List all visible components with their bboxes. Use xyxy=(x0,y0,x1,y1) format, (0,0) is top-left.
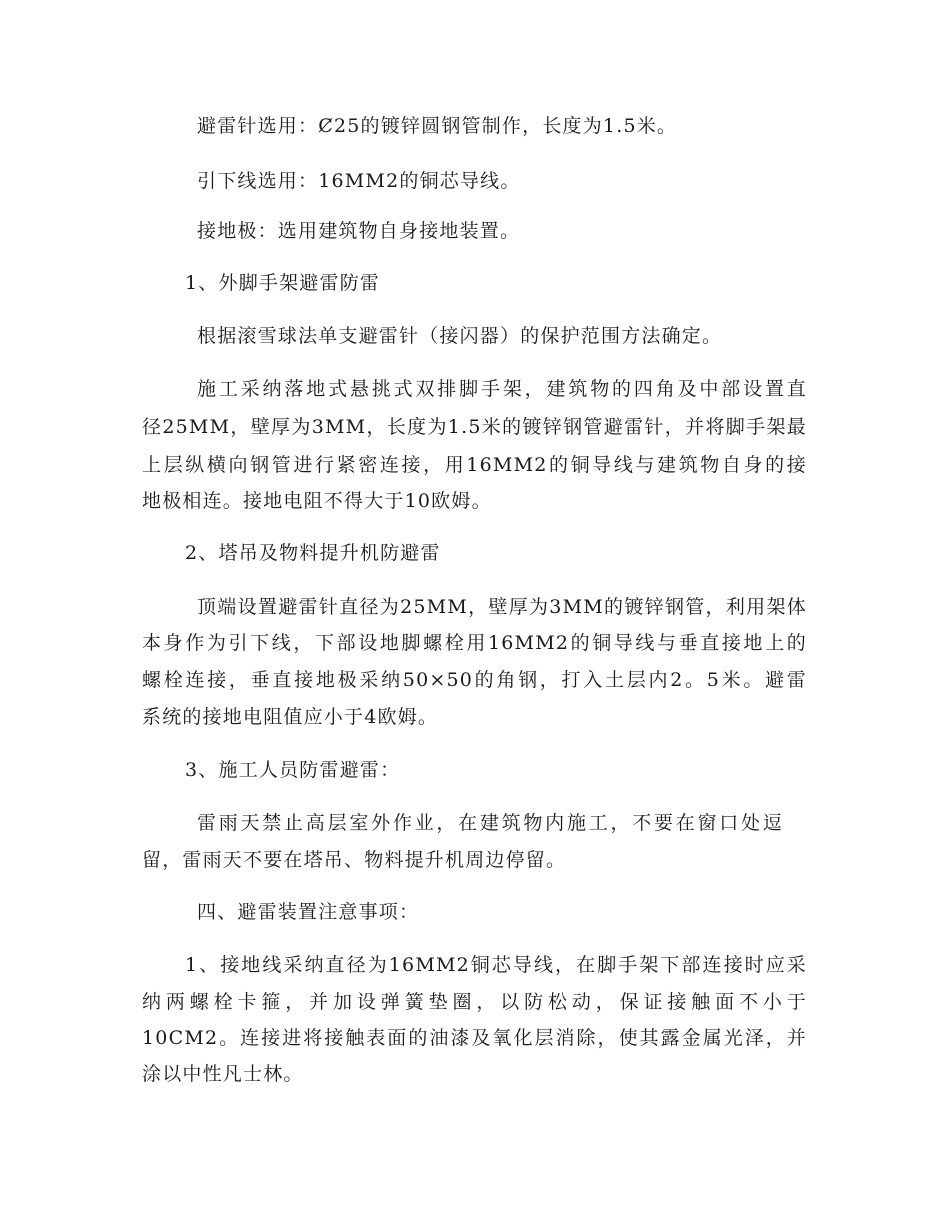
text-line: 引下线选用：16MM2的铜芯导线。 xyxy=(197,170,521,192)
text-line: 雷雨天禁止高层室外作业，在建筑物内施工，不要在窗口处逗 xyxy=(197,812,783,834)
section-heading: 3、施工人员防雷避雷： xyxy=(185,759,401,781)
text-line: 根据滚雪球法单支避雷针（接闪器）的保护范围方法确定。 xyxy=(197,325,723,347)
text-line: 螺栓连接，垂直接地极采纳50×50的角钢，打入土层内2。5米。避雷 xyxy=(142,669,807,691)
text-line: 1、接地线采纳直径为16MM2铜芯导线，在脚手架下部连接时应采 xyxy=(185,954,807,976)
text-line: 施工采纳落地式悬挑式双排脚手架，建筑物的四角及中部设置直 xyxy=(197,378,807,400)
text-line: 地极相连。接地电阻不得大于10欧姆。 xyxy=(142,490,492,512)
text-line: 系统的接地电阻值应小于4欧姆。 xyxy=(142,706,439,728)
text-line: 涂以中性凡士林。 xyxy=(142,1063,304,1085)
section-heading: 2、塔吊及物料提升机防避雷 xyxy=(185,542,441,564)
text-line: 10CM2。连接进将接触表面的油漆及氧化层消除，使其露金属光泽，并 xyxy=(142,1027,807,1049)
text-line: 纳两螺栓卡箍，并加设弹簧垫圈，以防松动，保证接触面不小于 xyxy=(142,991,807,1013)
section-heading: 1、外脚手架避雷防雷 xyxy=(185,272,381,294)
text-line: 本身作为引下线，下部设地脚螺栓用16MM2的铜导线与垂直接地上的 xyxy=(142,632,807,654)
text-line: 留，雷雨天不要在塔吊、物料提升机周边停留。 xyxy=(142,849,567,871)
text-line: 接地极：选用建筑物自身接地装置。 xyxy=(197,220,521,242)
text-line: 避雷针选用：Ȼ25的镀锌圆钢管制作，长度为1.5米。 xyxy=(197,115,678,137)
text-line: 顶端设置避雷针直径为25MM，壁厚为3MM的镀锌钢管，利用架体 xyxy=(197,596,807,618)
text-line: 上层纵横向钢管进行紧密连接，用16MM2的铜导线与建筑物自身的接 xyxy=(142,454,807,476)
text-line: 径25MM，壁厚为3MM，长度为1.5米的镀锌钢管避雷针，并将脚手架最 xyxy=(142,416,807,438)
section-heading: 四、避雷装置注意事项： xyxy=(197,901,420,923)
